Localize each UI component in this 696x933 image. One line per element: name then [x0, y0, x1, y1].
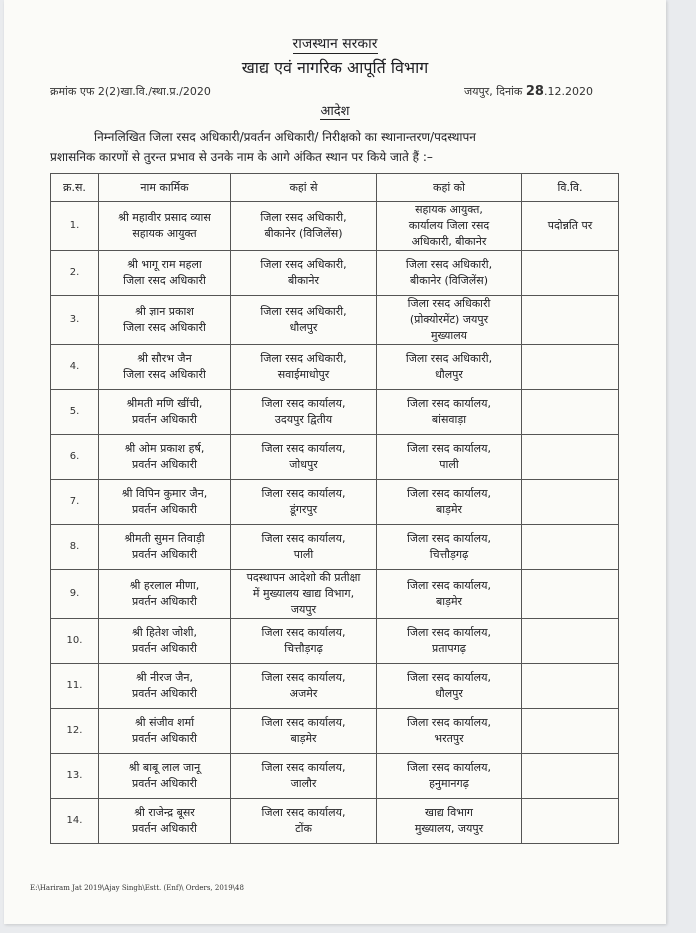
cell-sr-line: 11.: [66, 680, 83, 691]
cell-from-line: जिला रसद कार्यालय,: [261, 532, 346, 545]
col-header-sr: क्र.स.: [51, 174, 99, 202]
cell-sr-line: 14.: [66, 815, 83, 826]
cell-remark: [522, 754, 619, 799]
cell-from: [231, 480, 377, 525]
cell-to: [377, 435, 522, 480]
order-paragraph-line2: प्रशासनिक कारणों से तुरन्त प्रभाव से उनके नाम के आगे अंकित स्थान पर किये जाते हैं :–: [50, 150, 433, 164]
cell-to-line: जिला रसद कार्यालय,: [407, 671, 491, 684]
table-row: [51, 664, 619, 709]
cell-from-line: जिला रसद कार्यालय,: [261, 806, 346, 819]
document-page: [4, 0, 666, 924]
cell-name: [99, 525, 231, 570]
cell-name-line: जिला रसद अधिकारी: [123, 274, 206, 287]
cell-to-line: जिला रसद कार्यालय,: [407, 716, 491, 729]
cell-sr: [51, 619, 99, 664]
cell-name-line: श्रीमती मणि खींची,: [126, 397, 203, 410]
cell-name-line: श्री राजेन्द्र बूसर: [134, 806, 195, 819]
department-heading: खाद्य एवं नागरिक आपूर्ति विभाग: [241, 58, 429, 77]
cell-remark: [522, 709, 619, 754]
cell-name: [99, 435, 231, 480]
cell-name-line: प्रवर्तन अधिकारी: [132, 687, 197, 700]
cell-to-line: बांसवाड़ा: [431, 413, 467, 426]
cell-sr: [51, 296, 99, 345]
cell-to-line: चित्तौड़गढ़: [429, 548, 469, 561]
cell-name: [99, 799, 231, 844]
cell-name-line: प्रवर्तन अधिकारी: [132, 503, 197, 516]
cell-to-line: जिला रसद कार्यालय,: [407, 487, 491, 500]
table-row: [51, 754, 619, 799]
cell-sr: [51, 251, 99, 296]
cell-name: [99, 480, 231, 525]
cell-to-line: धौलपुर: [435, 368, 463, 381]
cell-sr-line: 5.: [69, 406, 80, 417]
cell-remark: [522, 664, 619, 709]
cell-from-line: जिला रसद कार्यालय,: [261, 671, 346, 684]
cell-sr: [51, 390, 99, 435]
cell-from-line: जिला रसद कार्यालय,: [261, 487, 346, 500]
cell-sr: [51, 799, 99, 844]
cell-to-line: मुख्यालय, जयपुर: [414, 822, 484, 835]
cell-name-line: श्री विपिन कुमार जैन,: [121, 487, 208, 500]
table-row: [51, 480, 619, 525]
cell-to-line: बाड़मेर: [435, 503, 463, 516]
cell-to-line: जिला रसद अधिकारी,: [405, 258, 493, 271]
cell-to: [377, 525, 522, 570]
cell-from-line: जिला रसद कार्यालय,: [261, 626, 346, 639]
cell-sr-line: 6.: [69, 451, 80, 462]
cell-from: [231, 345, 377, 390]
cell-to-line: जिला रसद अधिकारी,: [405, 352, 493, 365]
cell-from: [231, 799, 377, 844]
cell-from: [231, 664, 377, 709]
cell-sr-line: 1.: [69, 220, 80, 231]
cell-from-line: जिला रसद अधिकारी,: [260, 305, 347, 318]
cell-name-line: श्री ज्ञान प्रकाश: [135, 305, 194, 318]
col-header-from: कहां से: [231, 174, 377, 202]
cell-name-line: प्रवर्तन अधिकारी: [132, 548, 197, 561]
order-title: आदेश: [320, 104, 350, 119]
table-row: [51, 435, 619, 480]
table-header-row: [51, 174, 619, 202]
cell-sr-line: 4.: [69, 361, 80, 372]
cell-from: [231, 709, 377, 754]
cell-from-line: बीकानेर: [287, 274, 320, 287]
cell-name-line: जिला रसद अधिकारी: [123, 368, 206, 381]
cell-to: [377, 619, 522, 664]
cell-name-line: श्री हितेश जोशी,: [132, 626, 197, 639]
cell-name-line: श्री बाबू लाल जानू: [128, 761, 201, 774]
cell-from-line: पाली: [293, 548, 314, 561]
cell-sr: [51, 664, 99, 709]
cell-from-line: सवाईमाधोपुर: [277, 368, 330, 381]
cell-sr-line: 10.: [66, 635, 83, 646]
cell-remark: [522, 570, 619, 619]
cell-name-line: श्री सौरभ जैन: [137, 352, 192, 365]
cell-remark: [522, 619, 619, 664]
order-paragraph-line1: निम्नलिखित जिला रसद अधिकारी/प्रवर्तन अधिकारी/ निरीक्षको का स्थानान्तरण/पदस्थापन: [94, 130, 476, 144]
cell-to-line: जिला रसद कार्यालय,: [407, 761, 491, 774]
cell-sr-line: 8.: [69, 541, 80, 552]
table-row: [51, 799, 619, 844]
cell-name-line: प्रवर्तन अधिकारी: [132, 458, 197, 471]
cell-name: [99, 619, 231, 664]
cell-from: [231, 619, 377, 664]
cell-remark: [522, 525, 619, 570]
table-row: [51, 296, 619, 345]
cell-name-line: जिला रसद अधिकारी: [123, 321, 206, 334]
cell-to-line: जिला रसद अधिकारी: [407, 297, 491, 310]
cell-from: [231, 251, 377, 296]
cell-name-line: श्री नीरज जैन,: [135, 671, 193, 684]
table-row: [51, 345, 619, 390]
cell-name-line: प्रवर्तन अधिकारी: [132, 777, 197, 790]
cell-sr-line: 13.: [66, 770, 83, 781]
table-row: [51, 709, 619, 754]
cell-to-line: पाली: [439, 458, 459, 471]
cell-to-line: जिला रसद कार्यालय,: [407, 626, 491, 639]
cell-name-line: श्री महावीर प्रसाद व्यास: [118, 211, 211, 224]
cell-to: [377, 664, 522, 709]
cell-to-line: कार्यालय जिला रसद: [408, 219, 490, 232]
cell-remark: [522, 345, 619, 390]
place-date: [464, 84, 593, 99]
place-date-prefix: जयपुर, दिनांक: [464, 85, 523, 98]
cell-name: [99, 251, 231, 296]
cell-remark: [522, 296, 619, 345]
cell-to-line: जिला रसद कार्यालय,: [407, 532, 491, 545]
cell-name-line: प्रवर्तन अधिकारी: [132, 732, 197, 745]
cell-from: [231, 435, 377, 480]
cell-sr-line: 2.: [69, 267, 80, 278]
cell-sr: [51, 345, 99, 390]
cell-name: [99, 754, 231, 799]
cell-name: [99, 296, 231, 345]
col-header-name: नाम कार्मिक: [99, 174, 231, 202]
cell-to-line: (प्रोक्योरमेंट) जयपुर: [409, 313, 489, 326]
cell-sr: [51, 754, 99, 799]
cell-sr: [51, 570, 99, 619]
cell-name-line: श्रीमती सुमन तिवाड़ी: [124, 532, 205, 545]
cell-to: [377, 480, 522, 525]
cell-to-line: बाड़मेर: [435, 595, 463, 608]
table-row: [51, 619, 619, 664]
table-row: [51, 251, 619, 296]
cell-name: [99, 709, 231, 754]
cell-to: [377, 570, 522, 619]
file-path-footer: E:\Hariram Jat 2019\Ajay Singh\Estt. (Enf)\ Orders, 2019\48: [30, 884, 244, 892]
cell-from: [231, 202, 377, 251]
cell-to: [377, 251, 522, 296]
cell-name: [99, 345, 231, 390]
cell-sr: [51, 435, 99, 480]
cell-from-line: डूंगरपुर: [289, 503, 318, 516]
cell-from-line: में मुख्यालय खाद्य विभाग,: [252, 587, 355, 600]
cell-sr: [51, 202, 99, 251]
cell-from-line: जिला रसद कार्यालय,: [261, 397, 346, 410]
cell-from-line: जालौर: [290, 777, 317, 790]
cell-to-line: प्रतापगढ़: [431, 642, 466, 655]
cell-from: [231, 754, 377, 799]
cell-from-line: उदयपुर द्वितीय: [274, 413, 333, 426]
cell-from-line: जिला रसद अधिकारी,: [260, 352, 347, 365]
cell-remark: [522, 435, 619, 480]
cell-from-line: पदस्थापन आदेशो की प्रतीक्षा: [246, 571, 361, 584]
cell-name-line: श्री ओम प्रकाश हर्ष,: [124, 442, 205, 455]
cell-sr-line: 9.: [69, 588, 80, 599]
table-row: [51, 202, 619, 251]
cell-to: [377, 799, 522, 844]
cell-to-line: अधिकारी, बीकानेर: [411, 235, 487, 248]
cell-from-line: जिला रसद अधिकारी,: [260, 258, 347, 271]
cell-from: [231, 570, 377, 619]
cell-from: [231, 296, 377, 345]
cell-from-line: चित्तौड़गढ़: [284, 642, 323, 655]
cell-from-line: जिला रसद कार्यालय,: [261, 442, 346, 455]
cell-name: [99, 202, 231, 251]
cell-to: [377, 345, 522, 390]
cell-from-line: जोधपुर: [289, 458, 318, 471]
cell-to-line: बीकानेर (विजिलेंस): [410, 274, 488, 287]
cell-name-line: प्रवर्तन अधिकारी: [132, 642, 197, 655]
cell-to-line: जिला रसद कार्यालय,: [407, 397, 491, 410]
cell-to-line: भरतपुर: [434, 732, 464, 745]
cell-remark-line: पदोन्नति पर: [547, 219, 593, 232]
cell-name-line: प्रवर्तन अधिकारी: [132, 822, 197, 835]
cell-name-line: प्रवर्तन अधिकारी: [132, 595, 197, 608]
cell-to: [377, 202, 522, 251]
cell-remark: [522, 390, 619, 435]
cell-remark: [522, 202, 619, 251]
date-day: 28: [525, 84, 544, 99]
cell-sr: [51, 525, 99, 570]
cell-to-line: जिला रसद कार्यालय,: [407, 442, 491, 455]
cell-to: [377, 709, 522, 754]
cell-name: [99, 390, 231, 435]
cell-from-line: टोंक: [295, 822, 312, 835]
cell-remark: [522, 480, 619, 525]
table-row: [51, 525, 619, 570]
col-header-remark: वि.वि.: [522, 174, 619, 202]
cell-from: [231, 390, 377, 435]
cell-name: [99, 664, 231, 709]
cell-from-line: जिला रसद अधिकारी,: [260, 211, 347, 224]
cell-from-line: धौलपुर: [289, 321, 318, 334]
cell-from-line: बाड़मेर: [290, 732, 317, 745]
cell-name-line: प्रवर्तन अधिकारी: [132, 413, 197, 426]
table-row: [51, 570, 619, 619]
cell-from-line: जयपुर: [290, 603, 317, 616]
transfer-table: [50, 173, 619, 844]
cell-from-line: जिला रसद कार्यालय,: [261, 761, 346, 774]
cell-remark: [522, 251, 619, 296]
govt-heading: राजस्थान सरकार: [292, 36, 378, 52]
table-row: [51, 390, 619, 435]
cell-from-line: अजमेर: [289, 687, 318, 700]
cell-to-line: खाद्य विभाग: [424, 806, 473, 819]
cell-sr-line: 3.: [69, 314, 80, 325]
cell-name-line: श्री हरलाल मीणा,: [129, 579, 200, 592]
cell-to-line: जिला रसद कार्यालय,: [407, 579, 491, 592]
cell-sr: [51, 480, 99, 525]
cell-to: [377, 754, 522, 799]
cell-name-line: श्री संजीव शर्मा: [134, 716, 195, 729]
cell-to-line: हनुमानगढ़: [429, 777, 469, 790]
cell-sr: [51, 709, 99, 754]
cell-sr-line: 7.: [69, 496, 80, 507]
cell-from: [231, 525, 377, 570]
cell-name-line: श्री भागू राम महला: [127, 258, 202, 271]
table-body: [51, 202, 619, 844]
date-rest: .12.2020: [543, 85, 593, 98]
cell-to-line: मुख्यालय: [430, 329, 468, 342]
cell-to: [377, 390, 522, 435]
cell-to: [377, 296, 522, 345]
reference-number: क्रमांक एफ 2(2)खा.वि./स्था.प्र./2020: [50, 85, 211, 98]
cell-sr-line: 12.: [66, 725, 83, 736]
cell-from-line: जिला रसद कार्यालय,: [261, 716, 346, 729]
cell-to-line: धौलपुर: [435, 687, 463, 700]
col-header-to: कहां को: [377, 174, 522, 202]
cell-name-line: सहायक आयुक्त: [132, 227, 197, 240]
cell-to-line: सहायक आयुक्त,: [415, 203, 483, 216]
cell-from-line: बीकानेर (विजिलेंस): [264, 227, 343, 240]
cell-name: [99, 570, 231, 619]
cell-remark: [522, 799, 619, 844]
